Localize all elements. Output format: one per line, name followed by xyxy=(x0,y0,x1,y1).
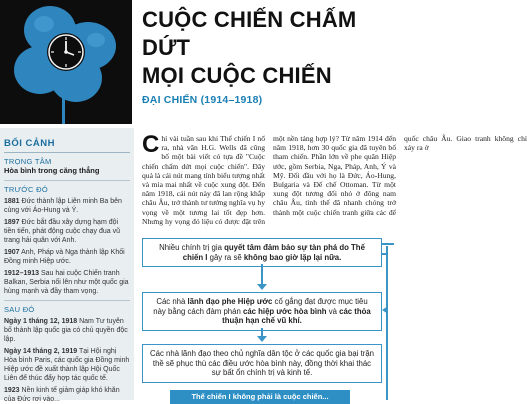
entry-year: 1923 xyxy=(4,386,20,394)
flow-text: Các nhà lãnh đạo theo chủ nghĩa dân tộc ở các quốc gia bại trận thề sẽ phục thù các điều ước hòa bình này, đồng thời khai thác sự bất ổn chính trị và kinh tế. xyxy=(149,349,375,378)
before-list xyxy=(4,197,130,296)
sidebar-divider xyxy=(4,300,130,301)
article-body xyxy=(142,131,527,230)
entry-year: 1907 xyxy=(4,248,20,256)
drop-cap: C xyxy=(142,131,160,158)
flow-text-bold: quyết tâm đảm bảo sự tàn phá do Thế chiến I xyxy=(182,243,365,262)
flow-text-bold: không bao giờ lặp lại nữa. xyxy=(243,252,342,262)
entry-text: Anh, Pháp và Nga thành lập Khối Đồng minh Hiệp ước. xyxy=(4,248,125,265)
entry-text: Tại Hội nghị Hòa bình Paris, các quốc gia Đồng minh Hiệp ước đề xuất thành lập Hội Quốc Liên để thúc đẩy hợp tác quốc tế. xyxy=(4,347,130,382)
page-subtitle: ĐẠI CHIẾN (1914–1918) xyxy=(142,94,263,106)
after-label: SAU ĐÓ xyxy=(4,304,35,314)
entry-year: 1881 xyxy=(4,197,20,205)
timeline-entry xyxy=(4,197,130,215)
entry-year: 1912–1913 xyxy=(4,269,40,277)
flow-connector-line xyxy=(386,246,388,400)
flow-text: Nhiều chính trị gia xyxy=(159,243,225,252)
flow-text-bold: các hiệp ước hòa bình xyxy=(242,306,327,316)
flow-arrow-horizontal xyxy=(382,253,386,255)
flow-text: và xyxy=(326,306,340,316)
sidebar-divider xyxy=(4,180,130,181)
timeline-entry xyxy=(4,386,130,404)
entry-year: Ngày 14 tháng 2, 1919 xyxy=(4,347,78,355)
context-sidebar xyxy=(0,128,134,403)
flow-arrow-head xyxy=(257,284,267,290)
timeline-entry xyxy=(4,317,130,344)
flow-text-bold: lãnh đạo phe Hiệp ước xyxy=(187,297,273,306)
timeline-entry xyxy=(4,347,130,383)
before-label: TRƯỚC ĐÓ xyxy=(4,184,48,194)
poppy-clock-illustration xyxy=(0,0,132,124)
entry-text: Đức bắt đầu xây dựng hạm đội tiền tiến, phát động cuộc chạy đua vũ trang hải quân với Anh. xyxy=(4,218,120,244)
timeline-entry xyxy=(4,248,130,266)
after-list xyxy=(4,317,130,404)
flow-text-bold: các thỏa thuận hạn chế vũ khí. xyxy=(222,306,371,326)
entry-year: Ngày 1 tháng 12, 1918 xyxy=(4,317,78,325)
focus-label: TRỌNG TÂM xyxy=(4,157,52,166)
page-title-line-2: MỌI CUỘC CHIẾN xyxy=(142,63,332,88)
entry-text: Nam Tư tuyên bố thành lập quốc gia có chủ quyền độc lập. xyxy=(4,317,128,343)
page-title-line-1: CUỘC CHIẾN CHẤM DỨT xyxy=(142,7,357,60)
flow-box-3 xyxy=(142,344,382,383)
title-block xyxy=(142,6,394,106)
flow-text: gây ra sẽ xyxy=(207,252,244,262)
timeline-entry xyxy=(4,218,130,245)
flow-arrow-head xyxy=(257,336,267,342)
flow-text: cố gắng đạt được mục tiêu này bằng cách đàm phán xyxy=(153,297,368,316)
poppy-icon xyxy=(0,0,132,124)
flow-arrow-left-head xyxy=(382,306,388,314)
flow-arrow-line xyxy=(261,264,263,286)
sidebar-heading: BỐI CẢNH xyxy=(4,134,130,153)
flow-final-text: Thế chiến I không phải là cuộc chiến... xyxy=(191,392,329,401)
entry-text: Sau hai cuộc Chiến tranh Balkan, Serbia nổi lên như một quốc gia hùng mạnh và đầy tham vọng. xyxy=(4,269,129,295)
entry-text: Nền kinh tế giảm giáp khó khăn của Đức rơi vào... xyxy=(4,386,120,403)
flow-text: Các nhà xyxy=(156,297,188,306)
article-text: hỉ vài tuần sau khi Thế chiến I nổ ra, nhà văn H.G. Wells đã cũng bố một bài viết có tựa đề "Cuộc chiến chấm dứt mọi cuộc chiến". Đây quả là cái nút mang tính biểu tượng nhất và mỉa mai nhất về cuộc xung đột. Đến năm 1918, cái nút này đã lan rộng khắp châu Âu, trở thành tư tưởng nghĩa vụ hy vọng về một tương lai tốt đẹp hơn. Nhưng hy vọng đó liệu có được đặt trên một nền tảng hợp lý? Từ năm 1914 đến năm 1918, hơn 30 quốc gia đã tuyên bố tham chiến. Phần lớn về phe quân Hiệp ước, gồm Serbia, Nga, Pháp, Anh, Ý và Mỹ. Đối đầu với họ là Đức, Áo-Hung, Bulgaria và Đế chế Ottoman. Từ một xung đột tương đối nhỏ ở đông nam châu Âu, tình thế đã nhanh chóng trở thành một cuộc chiến tranh giữa các đế quốc châu Âu. Giao tranh không chỉ xảy ra ở xyxy=(142,134,527,226)
entry-text: Đức thành lập Liên minh Ba bên cùng với Áo-Hung và Ý. xyxy=(4,197,122,214)
focus-value: Hòa bình trong căng thẳng xyxy=(4,166,100,175)
timeline-entry xyxy=(4,269,130,296)
flow-final-box xyxy=(170,390,350,404)
flow-box-2 xyxy=(142,292,382,331)
entry-year: 1897 xyxy=(4,218,20,226)
flow-box-1 xyxy=(142,238,382,267)
